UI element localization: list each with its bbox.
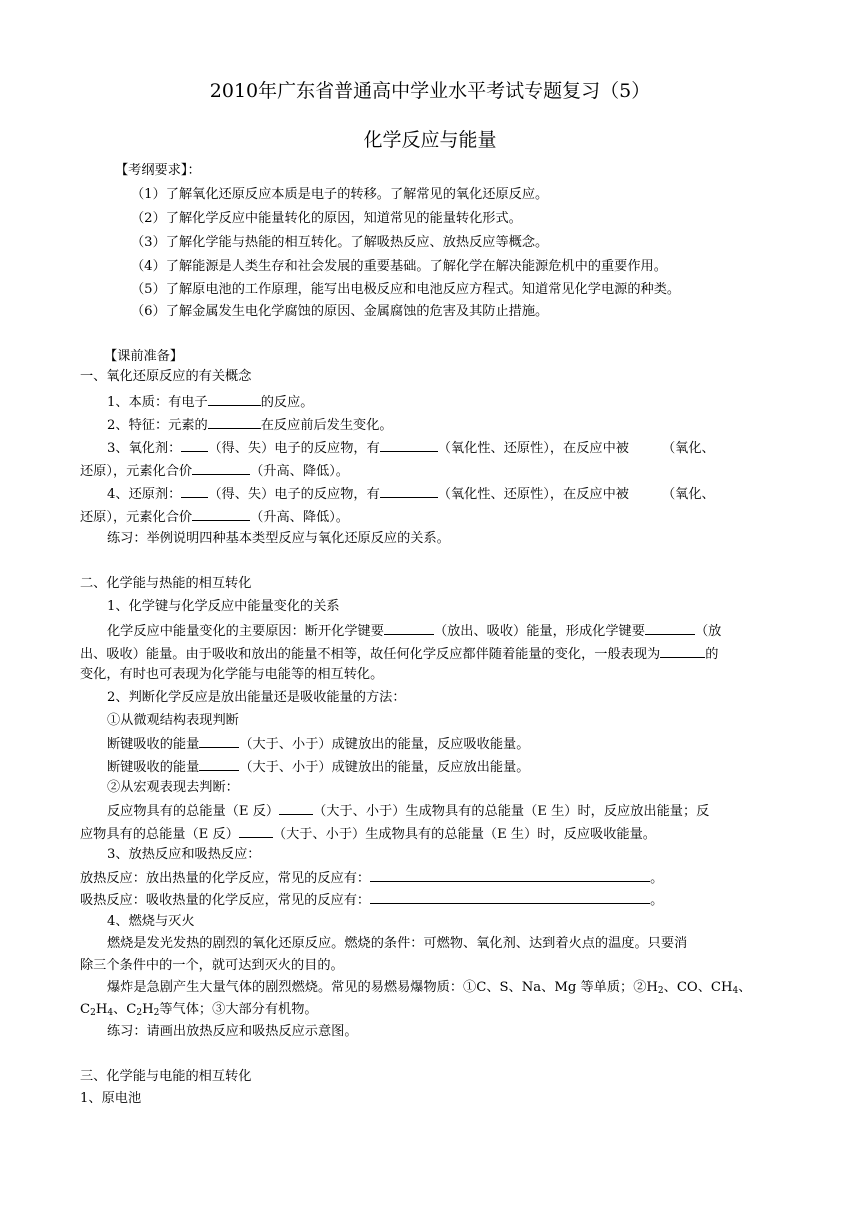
practice-line: 练习：举例说明四种基本类型反应与氧化还原反应的关系。: [107, 531, 450, 546]
prep-heading: 【课前准备】: [104, 349, 184, 364]
text-line: 断键吸收的能量 （大于、小于）成键放出的能量，反应放出能量。: [107, 760, 530, 775]
text-line: 放热反应：放出热量的化学反应，常见的反应有： 。: [80, 871, 664, 886]
text-line: 除三个条件中的一个，就可达到灭火的目的。: [80, 958, 344, 973]
text-line: 还原），元素化合价 （升高、降低）。: [80, 464, 349, 479]
subsection-heading: 1、化学键与化学反应中能量变化的关系: [107, 599, 340, 614]
text-line: 断键吸收的能量 （大于、小于）成键放出的能量，反应吸收能量。: [107, 737, 530, 752]
section-heading: 一、氧化还原反应的有关概念: [80, 369, 252, 384]
subsection-heading: 2、判断化学反应是放出能量还是吸收能量的方法：: [107, 690, 406, 705]
fill-blank: [380, 439, 438, 452]
section-heading: 二、化学能与热能的相互转化: [80, 576, 252, 591]
text-line: 1、本质：有电子 的反应。: [107, 395, 314, 410]
text-line: 变化，有时也可表现为化学能与电能等的相互转化。: [80, 667, 384, 682]
text-line: 应物具有的总能量（E 反） （大于、小于）生成物具有的总能量（E 生）时，反应吸收能量。: [80, 827, 656, 842]
text-line: ①从微观结构表现判断: [107, 713, 239, 728]
fill-blank: [380, 485, 438, 498]
page-title: 2010年广东省普通高中学业水平考试专题复习（5）: [209, 80, 651, 102]
fill-blank: [192, 462, 250, 475]
text-line: ②从宏观表现去判断：: [107, 780, 239, 795]
fill-blank: [384, 622, 434, 635]
fill-blank: [181, 485, 208, 498]
subsection-heading: 1、原电池: [80, 1091, 142, 1106]
text-line: 反应物具有的总能量（E 反） （大于、小于）生成物具有的总能量（E 生）时，反应放出能量；反: [107, 804, 710, 819]
fill-blank: [645, 622, 695, 635]
subsection-heading: 4、燃烧与灭火: [107, 914, 195, 929]
subsection-heading: 3、放热反应和吸热反应：: [107, 847, 261, 862]
text-line: 还原），元素化合价 （升高、降低）。: [80, 510, 349, 525]
syllabus-item: （6）了解金属发生电化学腐蚀的原因、金属腐蚀的危害及其防止措施。: [131, 304, 549, 319]
fill-blank: [199, 758, 239, 771]
syllabus-item: （5）了解原电池的工作原理，能写出电极反应和电池反应方程式。知道常见化学电源的种类。: [131, 282, 681, 297]
text-line: 出、吸收）能量。由于吸收和放出的能量不相等，故任何化学反应都伴随着能量的变化，一般表现为 的: [80, 647, 719, 662]
text-line: 2、特征：元素的 在反应前后发生变化。: [107, 418, 393, 433]
page-subtitle: 化学反应与能量: [363, 129, 497, 151]
fill-blank: [192, 508, 250, 521]
text-line: 化学反应中能量变化的主要原因：断开化学键要 （放出、吸收）能量，形成化学键要 （放: [107, 624, 722, 639]
syllabus-item: （4）了解能源是人类生存和社会发展的重要基础。了解化学在解决能源危机中的重要作用。: [131, 259, 667, 274]
text-line: 爆炸是急剧产生大量气体的剧烈燃烧。常见的易燃易爆物质：①C、S、Na、Mg 等单质；$②H_2$、CO、$CH_4$、: [107, 980, 752, 996]
syllabus-item: （3）了解化学能与热能的相互转化。了解吸热反应、放热反应等概念。: [131, 235, 549, 250]
syllabus-item: （1）了解氧化还原反应本质是电子的转移。了解常见的氧化还原反应。: [131, 187, 549, 202]
text-line: 燃烧是发光发热的剧烈的氧化还原反应。燃烧的条件：可燃物、氧化剂、达到着火点的温度。只要消: [107, 936, 688, 951]
text-line: 4、还原剂： （得、失）电子的反应物，有 （氧化性、还原性），在反应中被 （氧化、: [107, 487, 715, 502]
text-line: 3、氧化剂： （得、失）电子的反应物，有 （氧化性、还原性），在反应中被 （氧化、: [107, 441, 715, 456]
syllabus-item: （2）了解化学反应中能量转化的原因，知道常见的能量转化形式。: [131, 211, 522, 226]
fill-blank: [208, 393, 261, 406]
fill-blank: [181, 439, 208, 452]
fill-blank: [660, 645, 705, 658]
fill-blank: [199, 735, 239, 748]
text-line: 吸热反应：吸收热量的化学反应，常见的反应有： 。: [80, 893, 664, 908]
text-line: $C_2H_4$、$C_2H_2$等气体；③大部分有机物。: [80, 1002, 318, 1018]
fill-blank: [370, 869, 650, 882]
fill-blank: [279, 802, 313, 815]
section-heading: 三、化学能与电能的相互转化: [80, 1069, 252, 1084]
practice-line: 练习：请画出放热反应和吸热反应示意图。: [107, 1024, 358, 1039]
syllabus-heading: 【考纲要求】：: [115, 163, 201, 178]
fill-blank: [239, 825, 273, 838]
fill-blank: [208, 416, 261, 429]
fill-blank: [370, 891, 650, 904]
